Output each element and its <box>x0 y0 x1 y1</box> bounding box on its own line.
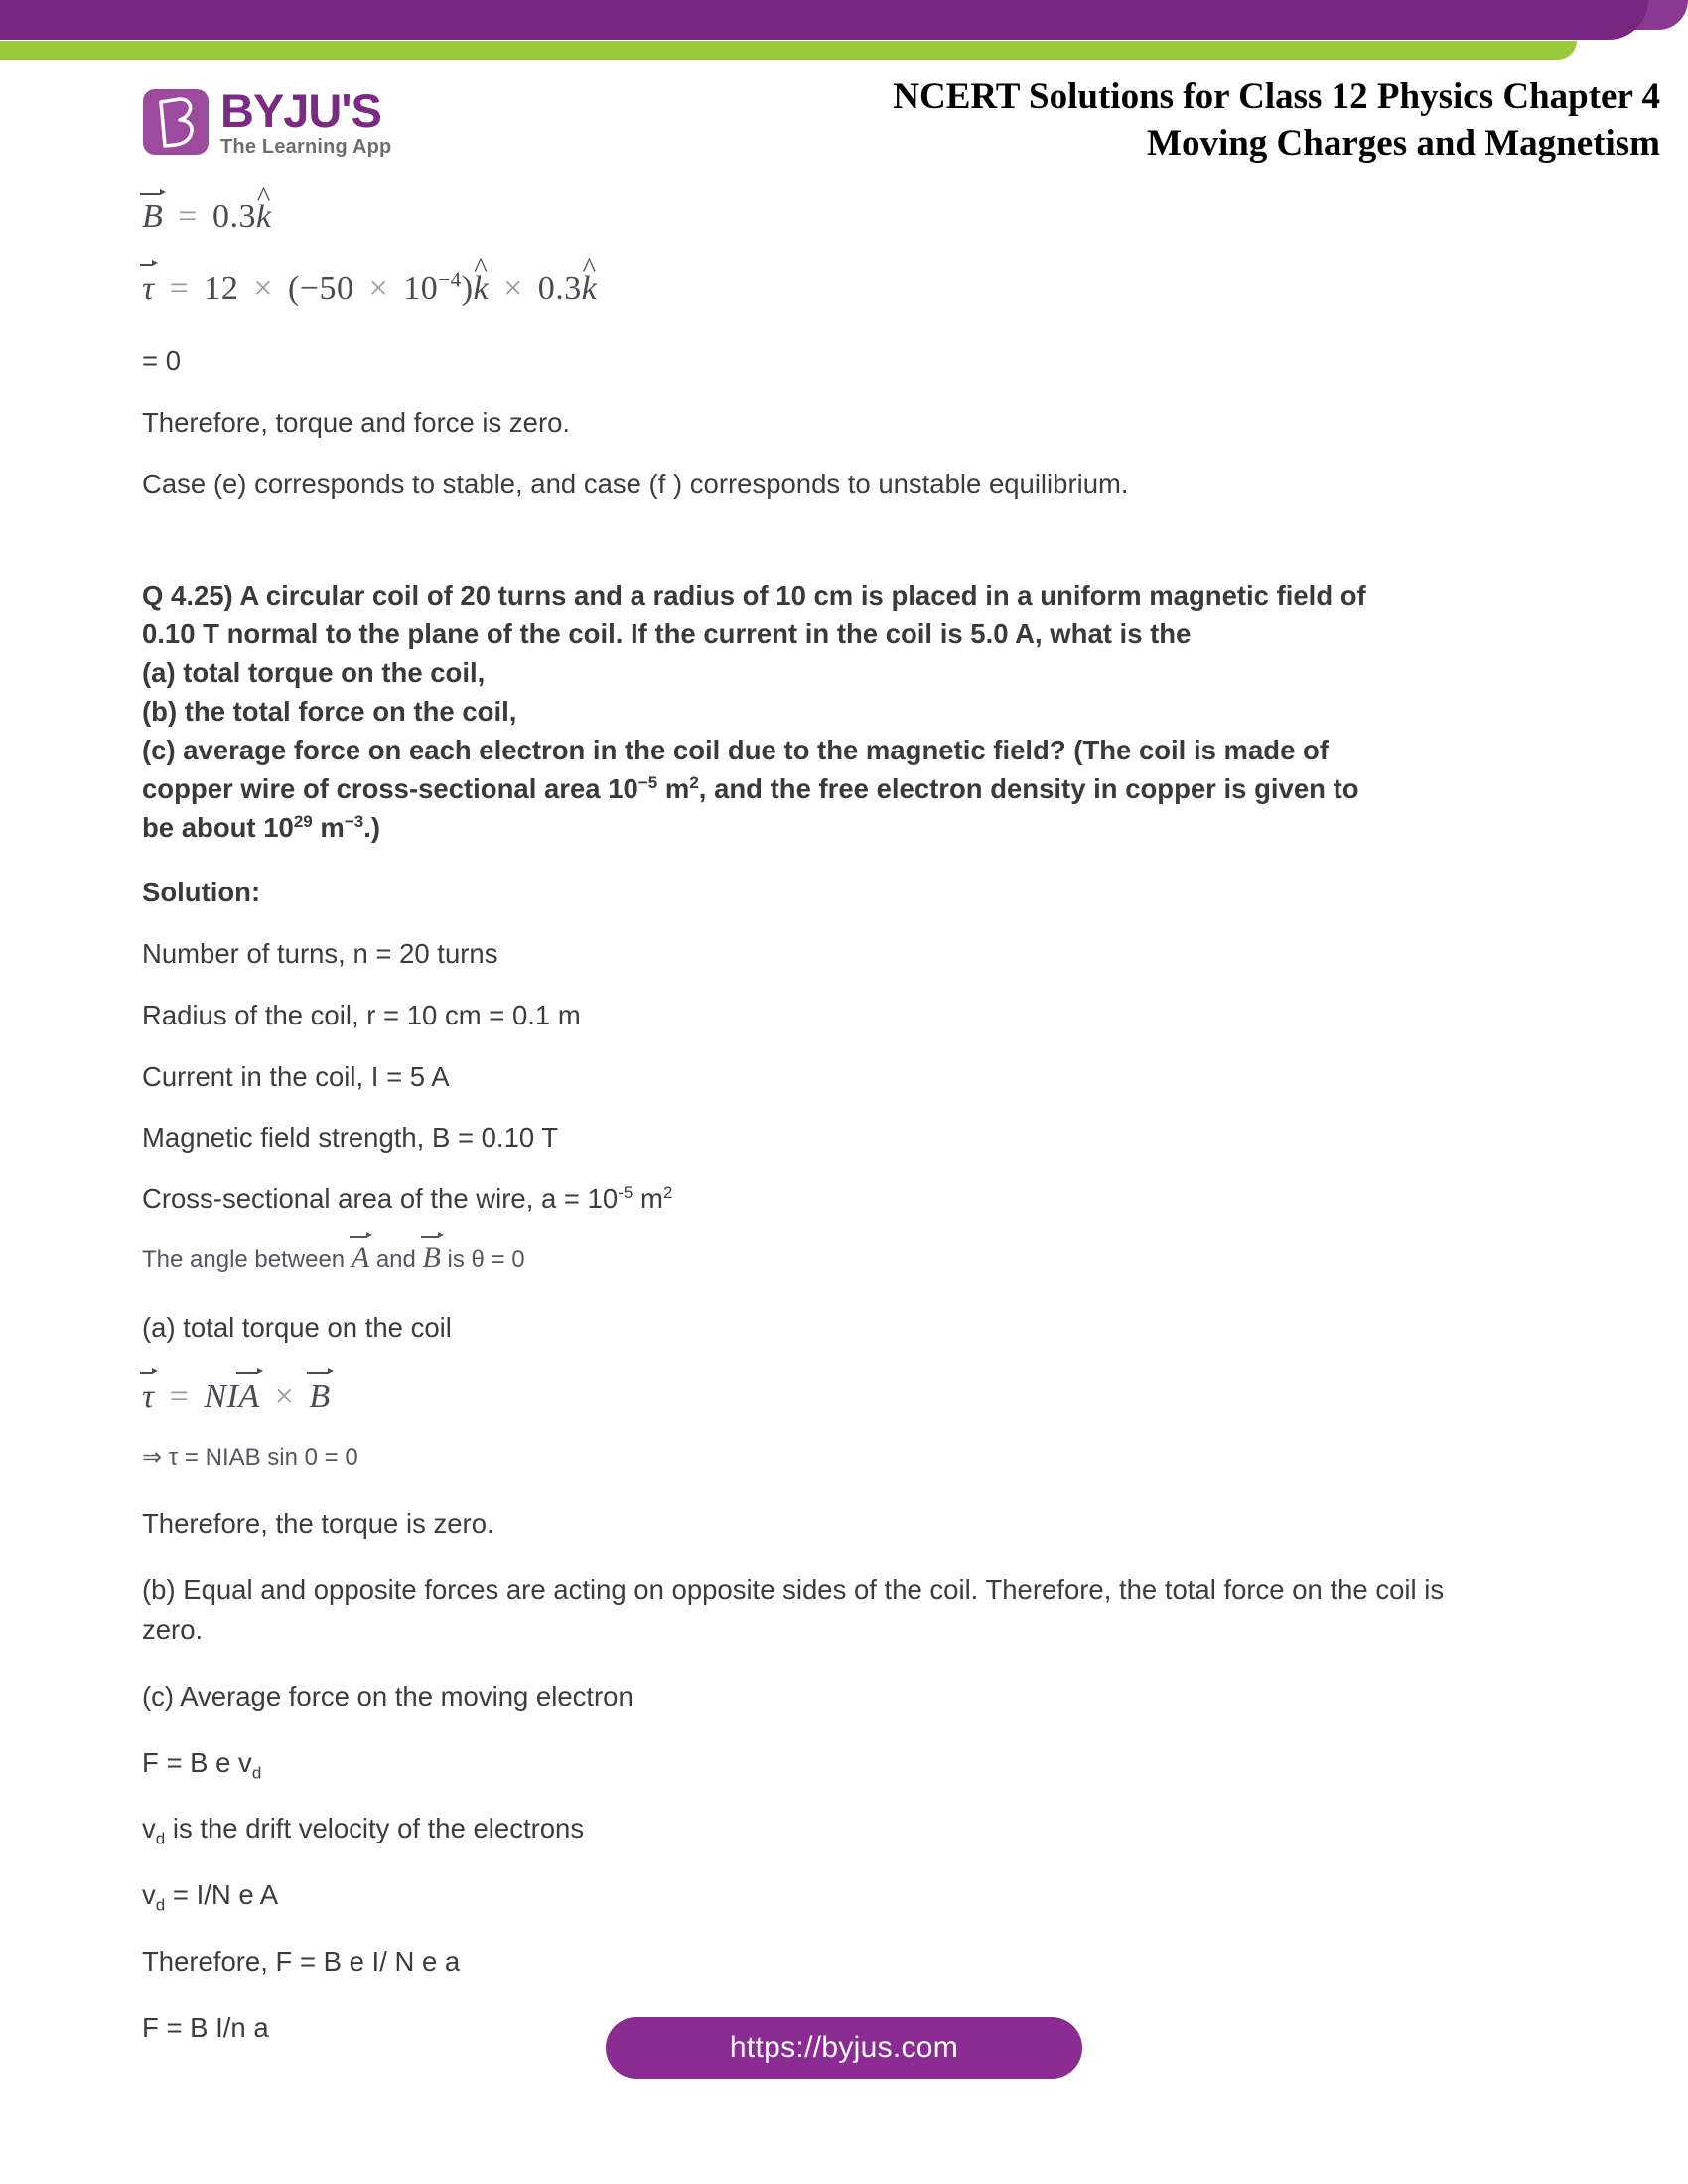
part-a-label: (a) total torque on the coil <box>142 1312 452 1344</box>
byjus-logo[interactable] <box>143 84 392 158</box>
question-line-3: (a) total torque on the coil, <box>142 656 486 688</box>
document-title <box>747 73 1660 168</box>
solution-turns-line: Number of turns, n = 20 turns <box>142 937 498 969</box>
drift-velocity-line <box>142 1809 1507 1848</box>
solution-area-line <box>142 1179 1507 1219</box>
drift-velocity-subscript: d <box>155 1829 166 1848</box>
question-block <box>142 576 1512 847</box>
equation-times-3: × <box>503 270 523 307</box>
solution-area-unit-exponent: 2 <box>662 1183 673 1203</box>
question-line-5c: m <box>657 772 690 804</box>
force-equation-prefix: F = B e v <box>142 1746 252 1778</box>
logo-brand-text: BYJU'S <box>220 84 381 137</box>
banner-purple-bar <box>0 0 1648 40</box>
equation-k-hat: k ^ <box>256 199 272 236</box>
equation-k-hat-2: k ^ <box>474 270 490 308</box>
question-line-6b: m <box>312 811 345 843</box>
torque-is-zero-line: Therefore, the torque is zero. <box>142 1508 494 1540</box>
question-line-6 <box>142 769 1512 808</box>
question-area-exponent: −5 <box>637 772 658 792</box>
byjus-url-button[interactable]: https://byjus.com <box>606 2017 1082 2079</box>
equation-last-value: 0.3 <box>537 270 582 307</box>
final-force-line: F = B I/n a <box>142 2012 269 2044</box>
torque-formula-cross: × <box>274 1378 295 1416</box>
page-top-banner <box>0 0 1688 60</box>
equation-power-base: 10 <box>403 270 439 307</box>
part-c-label: (c) Average force on the moving electron <box>142 1680 633 1711</box>
equation-open-paren: ( <box>288 270 300 307</box>
drift-equation-line <box>142 1875 1507 1915</box>
force-equation-subscript: d <box>251 1763 262 1783</box>
drift-equation-var: v <box>142 1879 156 1911</box>
solution-area-unit: m <box>633 1183 663 1215</box>
part-b-paragraph: (b) Equal and opposite forces are acting on opposite sides of the coil. Therefore, the total force on the coil is zero. <box>142 1573 1445 1645</box>
equation-tau-vector: τ <box>142 270 155 307</box>
question-line-6c: .) <box>363 811 381 843</box>
equation-torque-calculation <box>142 267 1552 308</box>
solution-area-prefix: Cross-sectional area of the wire, a = 10 <box>142 1183 619 1215</box>
case-equilibrium-line: Case (e) corresponds to stable, and case (f ) corresponds to unstable equilibrium. <box>142 468 1129 499</box>
document-title-line1: NCERT Solutions for Class 12 Physics Chapter 4 <box>893 76 1660 117</box>
question-line-1: Q 4.25) A circular coil of 20 turns and a radius of 10 cm is placed in a uniform magnetic field of <box>142 579 1366 611</box>
question-density-exponent: 29 <box>293 811 313 831</box>
equation-close-paren: ) <box>461 270 474 307</box>
torque-force-zero-line: Therefore, torque and force is zero. <box>142 406 571 438</box>
question-line-4: (b) the total force on the coil, <box>142 695 517 727</box>
question-line-7 <box>142 808 1512 847</box>
question-line-5d: , and the free electron density in copper is given to <box>698 772 1359 804</box>
document-content <box>142 199 1552 2075</box>
angle-vector-b: B <box>422 1241 441 1275</box>
torque-formula-vector-a: A <box>238 1378 260 1416</box>
equation-equals: = <box>178 199 198 235</box>
angle-suffix: is θ = 0 <box>447 1246 525 1274</box>
drift-velocity-text: is the drift velocity of the electrons <box>165 1813 585 1844</box>
angle-vector-a: A <box>351 1241 370 1275</box>
byjus-logo-tile-icon <box>143 89 209 155</box>
question-line-6a: be about 10 <box>142 811 294 843</box>
torque-sin-line: ⇒ τ = NIAB sin 0 = 0 <box>142 1444 358 1472</box>
drift-equation-subscript: d <box>155 1895 166 1915</box>
equation-times-2: × <box>368 270 389 307</box>
equation-b-value: 0.3 <box>211 199 256 235</box>
page-header <box>0 60 1688 169</box>
question-line-2: 0.10 T normal to the plane of the coil. If the current in the coil is 5.0 A, what is the <box>142 617 1192 649</box>
equation-magnetic-field <box>142 199 1552 236</box>
torque-formula-vector-b: B <box>309 1378 331 1416</box>
solution-radius-line: Radius of the coil, r = 10 cm = 0.1 m <box>142 999 581 1030</box>
banner-green-bar <box>0 41 1577 60</box>
question-density-unit-exponent: −3 <box>344 811 364 831</box>
equation-b-vector: B <box>142 199 164 235</box>
letter-b-glyph-icon <box>153 96 199 148</box>
result-zero-line: = 0 <box>142 345 181 376</box>
equation-torque-formula <box>142 1378 1552 1416</box>
drift-equation-rest: = I/N e A <box>165 1879 279 1911</box>
force-equation-line <box>142 1743 1507 1783</box>
equation-factor: 12 <box>204 270 239 307</box>
logo-tagline-text: The Learning App <box>220 136 392 158</box>
angle-prefix: The angle between <box>142 1246 346 1274</box>
solution-area-exponent: -5 <box>618 1183 633 1203</box>
torque-formula-equals: = <box>169 1378 190 1416</box>
question-line-5a: (c) average force on each electron in the coil due to the magnetic field? (The coil is made of <box>142 734 1329 765</box>
question-area-unit-exponent: 2 <box>689 772 699 792</box>
drift-velocity-var: v <box>142 1813 156 1844</box>
equation-neg-value: −50 <box>299 270 354 307</box>
torque-formula-tau: τ <box>142 1378 155 1416</box>
therefore-force-line: Therefore, F = B e I/ N e a <box>142 1946 461 1978</box>
solution-field-line: Magnetic field strength, B = 0.10 T <box>142 1122 559 1154</box>
angle-mid: and <box>375 1246 416 1274</box>
document-title-line2: Moving Charges and Magnetism <box>1147 123 1660 165</box>
question-line-5 <box>142 731 1512 769</box>
solution-heading: Solution: <box>142 876 261 907</box>
solution-current-line: Current in the coil, I = 5 A <box>142 1060 450 1092</box>
equation-times-1: × <box>253 270 274 307</box>
equation-k-hat-3: k ^ <box>582 270 598 308</box>
question-line-5b: copper wire of cross-sectional area 10 <box>142 772 638 804</box>
equation-power-exponent: −4 <box>438 267 462 292</box>
angle-between-line <box>142 1241 1552 1275</box>
torque-formula-ni: NI <box>204 1378 239 1416</box>
equation-equals-2: = <box>169 270 190 307</box>
